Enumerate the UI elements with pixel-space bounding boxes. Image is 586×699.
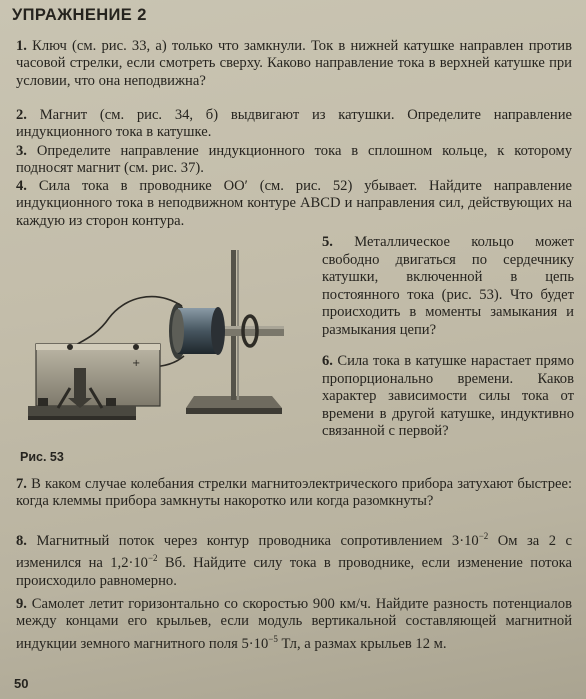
exercise-number: 6. [322,353,333,369]
exercise-heading: УПРАЖНЕНИЕ 2 [12,6,147,24]
exercise-number: 9. [16,596,27,612]
exercise-3 [16,143,572,178]
exercise-number: 7. [16,476,27,492]
exercise-text: Магнит (см. рис. 34, б) выдвигают из катушки. Определите направление индукционного тока в катушке. [16,107,572,141]
coil [169,303,225,359]
exercise-8 [16,528,572,590]
exercise-number: 5. [322,234,333,250]
page-number: 50 [14,676,29,691]
figure-53-illustration [14,248,320,454]
exercise-number: 3. [16,143,27,159]
exercise-number: 1. [16,38,27,54]
exercise-text: Ключ (см. рис. 33, а) только что замкнули. Ток в нижней катушке направлен против часовой стрелки, если смотреть сверху. Каково направление тока в верхней катушке при условии, что она неподвижна? [16,38,572,89]
exercise-text: Сила тока в катушке нарастает прямо пропорционально времени. Каков характер зависимости силы тока от времени в другой катушке, индуктивно связанной с первой? [322,353,574,440]
battery [36,344,160,406]
exercise-text: Определите направление индукционного тока в сплошном кольце, к которому подносят магнит (см. рис. 37). [16,143,572,177]
exponent: −2 [147,553,158,564]
exercise-text: Магнитный поток через контур проводника сопротивлением 3·10 [36,532,479,549]
exercise-text: Металлическое кольцо может свободно двигаться по сердечнику катушки, включенной в цепь постоянного тока (рис. 53). Что будет происходить в моменты замыкания и размыкания цепи? [322,234,574,338]
exponent: −5 [268,633,278,644]
exercise-2 [16,107,572,142]
exercise-9 [16,596,572,653]
exercise-text: В каком случае колебания стрелки магнитоэлектрического прибора затухают быстрее: когда клеммы прибора замкнуты накоротко или когда разомкнуты? [16,476,572,510]
exercise-6 [322,353,574,441]
exercise-7 [16,476,572,511]
exercise-text: Сила тока в проводнике OO′ (см. рис. 52) убывает. Найдите направление индукционного тока в неподвижном контуре ABCD и направления сил, действующих на каждую из сторон контура. [16,178,572,229]
exercise-text: Вб. Найдите силу тока в проводнике, если изменение потока происходило равномерно. [16,555,573,589]
exercise-number: 8. [16,532,27,549]
exercise-text: Самолет летит горизонтально со скоростью 900 км/ч. Найдите разность потенциалов между концами его крыльев, если модуль вертикальной составляющей магнитной индукции земного магнитного поля 5·10 [16,596,572,652]
exercise-text: Тл, а размах крыльев 12 м. [277,635,447,652]
exercise-number: 4. [16,178,27,194]
svg-text:+: + [132,358,141,369]
exponent: −2 [478,531,489,541]
exercise-5 [322,234,574,340]
figure-caption: Рис. 53 [20,450,64,464]
exercise-1 [16,38,572,90]
exercise-4 [16,178,572,230]
exercise-text: Ом за 2 с изменился на 1,2·10 [16,532,573,572]
exercise-number: 2. [16,107,27,123]
